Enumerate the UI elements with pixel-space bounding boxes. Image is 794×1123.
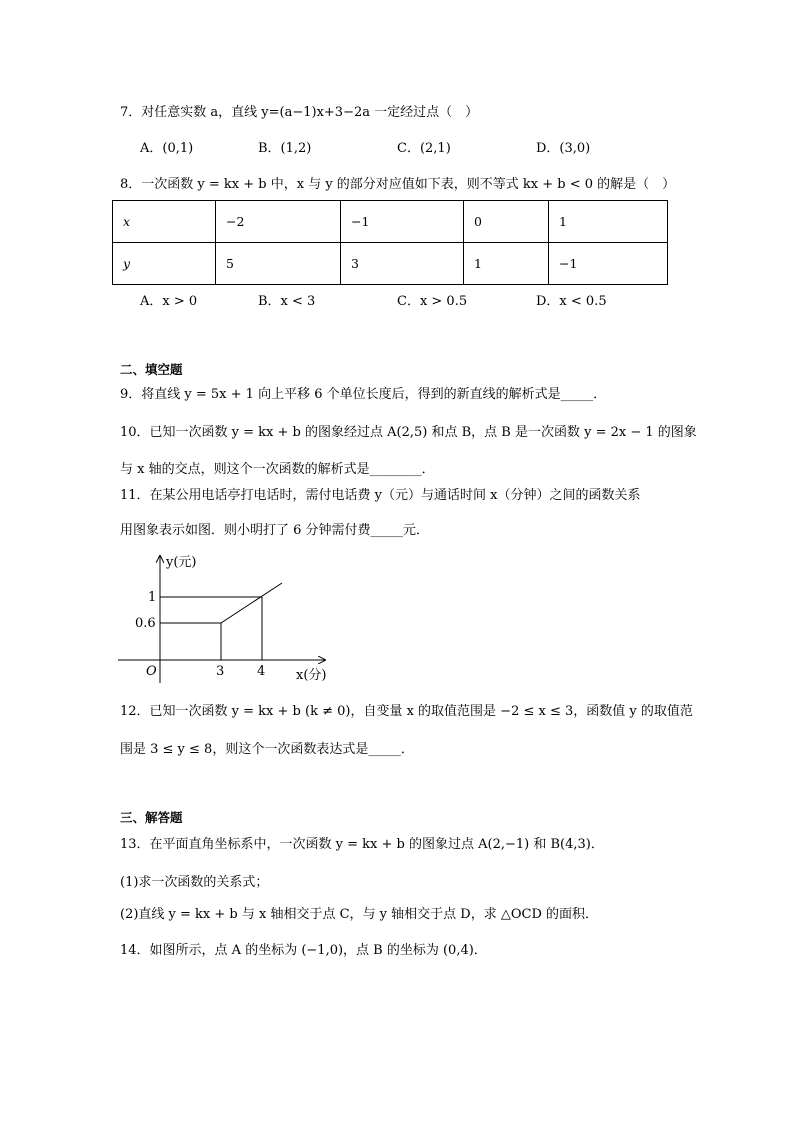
x-tick-4: 4 (257, 664, 266, 679)
table-cell: 5 (216, 243, 341, 285)
question-14-stem: 14．如图所示，点 A 的坐标为 (−1,0)，点 B 的坐标为 (0,4)． (120, 943, 487, 958)
question-11-line-2: 用图象表示如图．则小明打了 6 分钟需付费_____元． (120, 523, 430, 538)
question-12-line-2: 围是 3 ≤ y ≤ 8，则这个一次函数表达式是_____． (120, 742, 414, 757)
table-row-x (113, 201, 668, 243)
value-table (112, 200, 668, 285)
table-cell: −1 (549, 243, 668, 285)
question-9-stem: 9．将直线 y = 5x + 1 向上平移 6 个单位长度后，得到的新直线的解析式是_____． (120, 387, 607, 402)
question-13-stem: 13．在平面直角坐标系中，一次函数 y = kx + b 的图象过点 A(2,−1) 和 B(4,3)． (120, 837, 604, 852)
y-tick-06: 0.6 (135, 616, 156, 631)
q8-option-c: C．x > 0.5 (397, 294, 468, 309)
question-11-line-1: 11．在某公用电话亭打电话时，需付电话费 y（元）与通话时间 x（分钟）之间的函数关系 (120, 488, 641, 503)
table-header-x: x (113, 201, 216, 243)
question-12-line-1: 12．已知一次函数 y = kx + b (k ≠ 0)，自变量 x 的取值范围是 −2 ≤ x ≤ 3，函数值 y 的取值范 (120, 704, 693, 719)
x-axis-label: x(分) (296, 668, 327, 683)
table-cell: 3 (341, 243, 464, 285)
q7-option-a: A．(0,1) (140, 141, 194, 156)
origin-label: O (146, 664, 157, 679)
table-cell: 1 (464, 243, 549, 285)
question-13-part-1: (1)求一次函数的关系式； (120, 875, 269, 890)
y-tick-1: 1 (148, 590, 157, 605)
question-13-part-2: (2)直线 y = kx + b 与 x 轴相交于点 C，与 y 轴相交于点 D，求 △OCD 的面积． (120, 907, 598, 922)
q8-option-d: D．x < 0.5 (536, 294, 607, 309)
phone-fee-graph (110, 548, 340, 688)
x-tick-3: 3 (216, 664, 225, 679)
question-7-stem: 7．对任意实数 a，直线 y=(a−1)x+3−2a 一定经过点（ ） (120, 105, 479, 120)
y-axis-label: y(元) (166, 555, 197, 570)
table-cell: −2 (216, 201, 341, 243)
q8-option-a: A．x > 0 (140, 294, 198, 309)
question-10-line-1: 10．已知一次函数 y = kx + b 的图象经过点 A(2,5) 和点 B，点 B 是一次函数 y = 2x − 1 的图象 (120, 425, 697, 440)
table-header-y: y (113, 243, 216, 285)
q8-option-b: B．x < 3 (258, 294, 316, 309)
table-row-y (113, 243, 668, 285)
q7-option-b: B．(1,2) (258, 141, 312, 156)
section-fill-in-title: 二、填空题 (120, 362, 183, 377)
q7-option-c: C．(2,1) (397, 141, 451, 156)
question-10-line-2: 与 x 轴的交点，则这个一次函数的解析式是________． (120, 462, 435, 477)
rising-segment (221, 583, 282, 623)
table-cell: 0 (464, 201, 549, 243)
question-8-stem: 8．一次函数 y = kx + b 中，x 与 y 的部分对应值如下表，则不等式 kx + b < 0 的解是（ ） (120, 177, 676, 192)
table-cell: 1 (549, 201, 668, 243)
table-cell: −1 (341, 201, 464, 243)
section-answer-title: 三、解答题 (120, 810, 183, 825)
q7-option-d: D．(3,0) (536, 141, 591, 156)
